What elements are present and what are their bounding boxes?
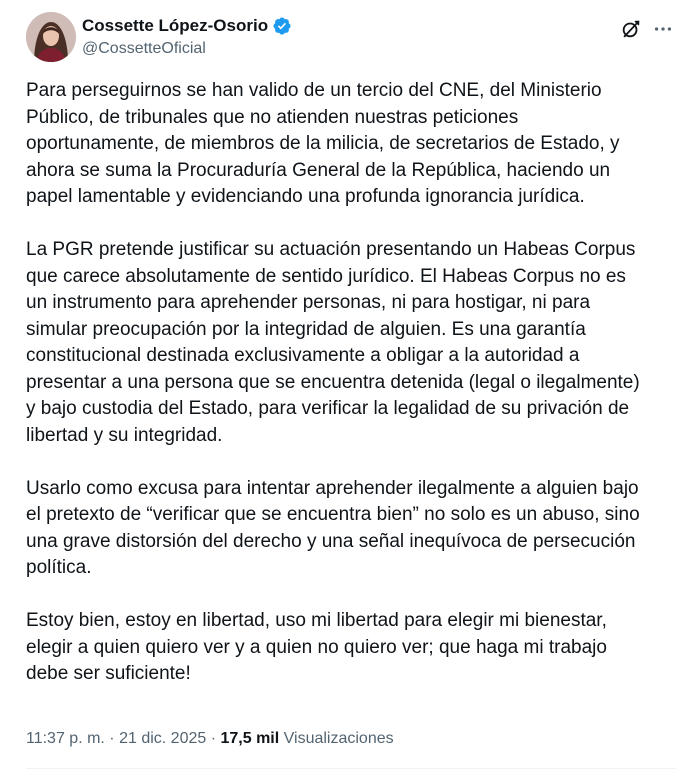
avatar-image — [26, 12, 76, 62]
meta-separator-1: · — [104, 730, 120, 747]
tweet-time[interactable]: 11:37 p. m. — [26, 730, 105, 747]
tweet-header — [26, 12, 676, 68]
tweet-paragraph-3: Usarlo como excusa para intentar aprehender ilegalmente a alguien bajo el pretexto de “verificar que se encuentra bien” no solo es un abuso, sino una grave distorsión del derecho y una señal inequívoca de persecución política. — [26, 477, 640, 578]
tweet-paragraph-1: Para perseguirnos se han valido de un tercio del CNE, del Ministerio Público, de tribunales que no atienden nuestras peticiones oportunamente, de miembros de la milicia, de secretarios de Estado, y ahora se suma la Procuraduría General de la República, haciendo un papel lamentable y evidenciando una profunda ignorancia jurídica. — [26, 80, 620, 207]
author-block — [82, 14, 292, 58]
divider — [26, 768, 676, 769]
avatar[interactable] — [26, 12, 76, 62]
more-dots-icon — [652, 18, 674, 40]
tweet-meta — [26, 730, 394, 748]
tweet-text — [26, 78, 676, 714]
meta-separator-2: · — [206, 730, 221, 747]
tweet-paragraph-2: La PGR pretende justificar su actuación presentando un Habeas Corpus que carece absolutamente de sentido jurídico. El Habeas Corpus no es un instrumento para aprehender personas, ni para hostigar, ni para simular preocupación por la integridad de alguien. Es una garantía constitucional destinada exclusivamente a obligar a la autoridad a presentar a una persona que se encuentra detenida (legal o ilegalmente) y bajo custodia del Estado, para verificar la legalidad de su privación de libertad y su integridad. — [26, 239, 640, 446]
tweet-paragraph-4: Estoy bien, estoy en libertad, uso mi libertad para elegir mi bienestar, elegir a quien quiero ver y a quien no quiero ver; que haga mi trabajo debe ser suficiente! — [26, 610, 607, 684]
views-count[interactable]: 17,5 mil — [220, 730, 280, 747]
grok-button[interactable] — [620, 18, 642, 40]
verified-badge-icon — [272, 16, 292, 36]
grok-icon — [620, 18, 642, 40]
views-label: Visualizaciones — [279, 730, 394, 747]
author-handle[interactable]: @CossetteOficial — [82, 40, 206, 57]
more-button[interactable] — [652, 18, 674, 40]
display-name-row — [82, 14, 292, 38]
display-name[interactable]: Cossette López-Osorio — [82, 16, 269, 35]
tweet-date[interactable]: 21 dic. 2025 — [119, 730, 207, 747]
